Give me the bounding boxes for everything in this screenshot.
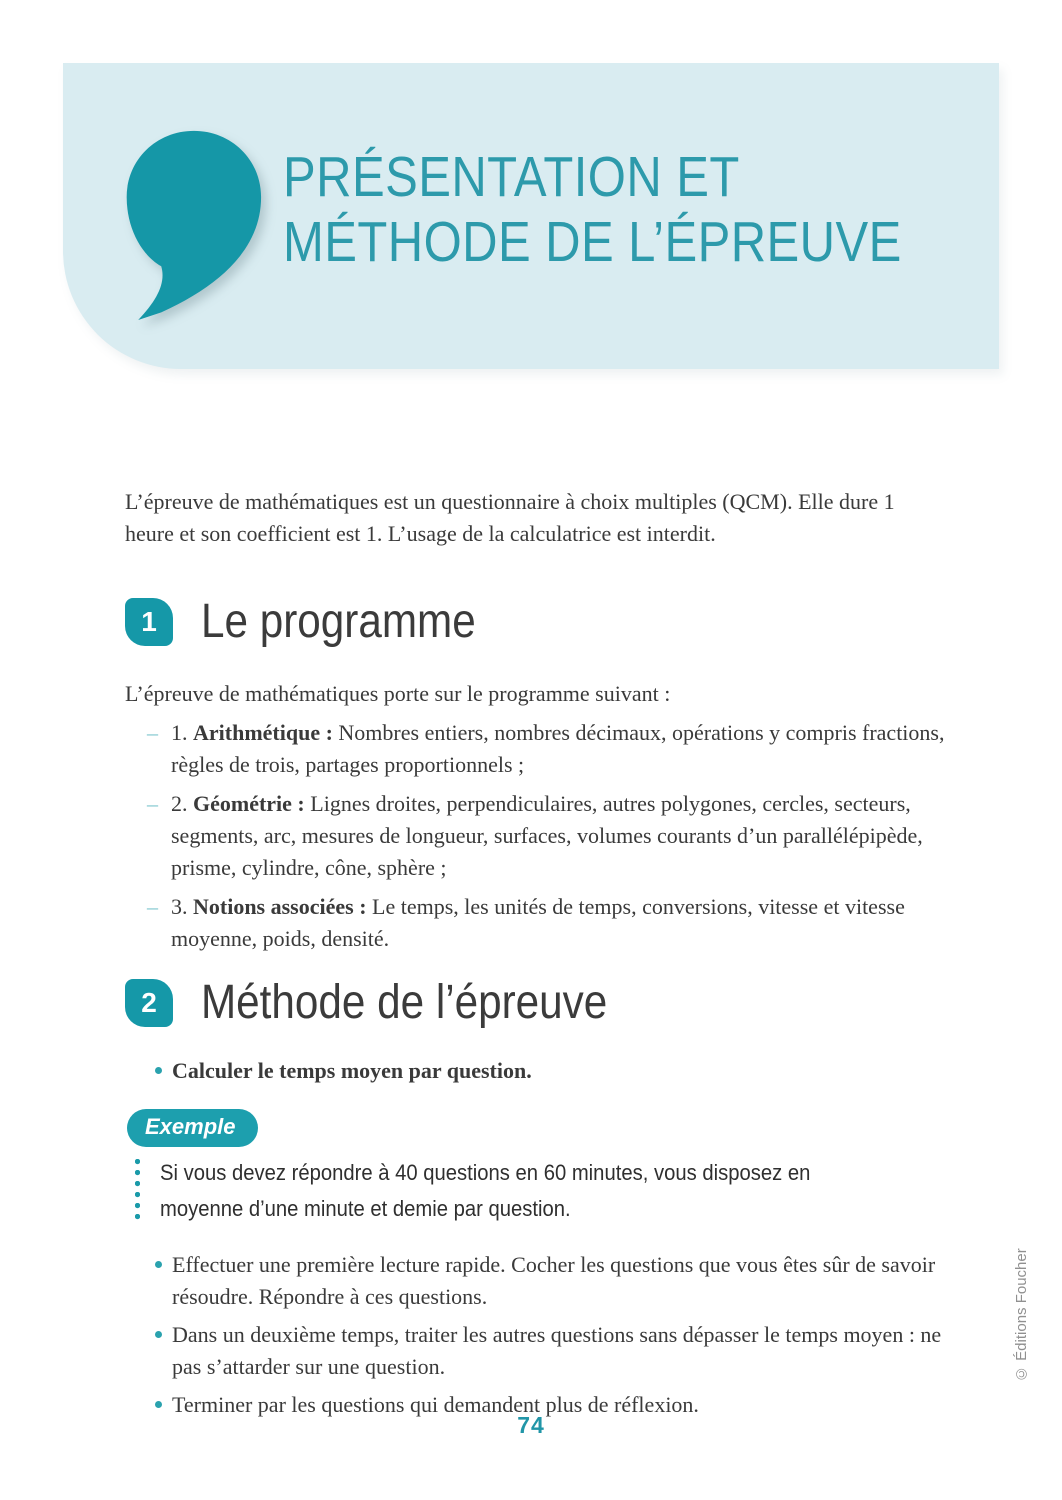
- bullet-text: Dans un deuxième temps, traiter les autres questions sans dépasser le temps moyen : ne pas s’attarder sur une question.: [172, 1322, 942, 1379]
- bullet-dot-icon: [155, 1067, 162, 1074]
- chapter-title-line1: PRÉSENTATION ET: [283, 145, 740, 209]
- section-1-number-badge: 1: [125, 598, 173, 646]
- dotted-rule-icon: [135, 1159, 140, 1223]
- item-text: Lignes droites, perpendiculaires, autres polygones, cercles, secteurs, segments, arc, mesures de longueur, surfaces, volumes courants d’un parallélépipède, prisme, cylindre, cône, sphère ;: [171, 791, 923, 880]
- chapter-title-line2: MÉTHODE DE L’ÉPREUVE: [283, 210, 902, 274]
- publisher-credit: © Éditions Foucher: [1013, 1248, 1030, 1382]
- list-item: [125, 788, 947, 884]
- dash-bullet: –: [147, 720, 158, 745]
- intro-paragraph: L’épreuve de mathématiques est un questionnaire à choix multiples (QCM). Elle dure 1 heure et son coefficient est 1. L’usage de la calculatrice est interdit.: [125, 489, 895, 546]
- method-bullet-list: [125, 1249, 947, 1421]
- item-number: 2.: [171, 791, 188, 816]
- list-item: [125, 1319, 947, 1383]
- section-1-lead: L’épreuve de mathématiques porte sur le programme suivant :: [125, 681, 671, 706]
- section-1-title: Le programme: [201, 595, 476, 648]
- dash-bullet: –: [147, 791, 158, 816]
- list-item: [125, 891, 947, 955]
- item-number: 1.: [171, 720, 188, 745]
- bullet-dot-icon: [155, 1331, 162, 1338]
- section-2-heading: [125, 977, 947, 1029]
- section-2-number-badge: 2: [125, 979, 173, 1027]
- bullet-text: Terminer par les questions qui demandent plus de réflexion.: [172, 1392, 699, 1417]
- page-number: 74: [517, 1412, 545, 1438]
- example-text: Si vous devez répondre à 40 questions en 60 minutes, vous disposez en moyenne d’une minute et demie par question.: [160, 1160, 811, 1221]
- method-bold-bullet: [125, 1055, 947, 1087]
- bullet-text: Effectuer une première lecture rapide. Cocher les questions que vous êtes sûr de savoir résoudre. Répondre à ces questions.: [172, 1252, 936, 1309]
- item-number: 3.: [171, 894, 188, 919]
- list-item: [125, 717, 947, 781]
- dash-bullet: –: [147, 894, 158, 919]
- item-term: Notions associées :: [193, 894, 367, 919]
- item-term: Géométrie :: [193, 791, 305, 816]
- method-bold-text: Calculer le temps moyen par question.: [172, 1058, 532, 1083]
- list-item: [125, 1249, 947, 1313]
- item-text: Le temps, les unités de temps, conversions, vitesse et vitesse moyenne, poids, densité.: [171, 894, 905, 951]
- item-text: Nombres entiers, nombres décimaux, opérations y compris fractions, règles de trois, partages proportionnels ;: [171, 720, 945, 777]
- example-block: [125, 1155, 947, 1227]
- bullet-dot-icon: [155, 1401, 162, 1408]
- section-1-heading: [125, 596, 947, 648]
- section-2-title: Méthode de l’épreuve: [201, 976, 608, 1029]
- example-badge: Exemple: [127, 1109, 258, 1147]
- program-list: [125, 717, 947, 955]
- main-content: [125, 0, 947, 1421]
- bullet-dot-icon: [155, 1261, 162, 1268]
- item-term: Arithmétique :: [193, 720, 333, 745]
